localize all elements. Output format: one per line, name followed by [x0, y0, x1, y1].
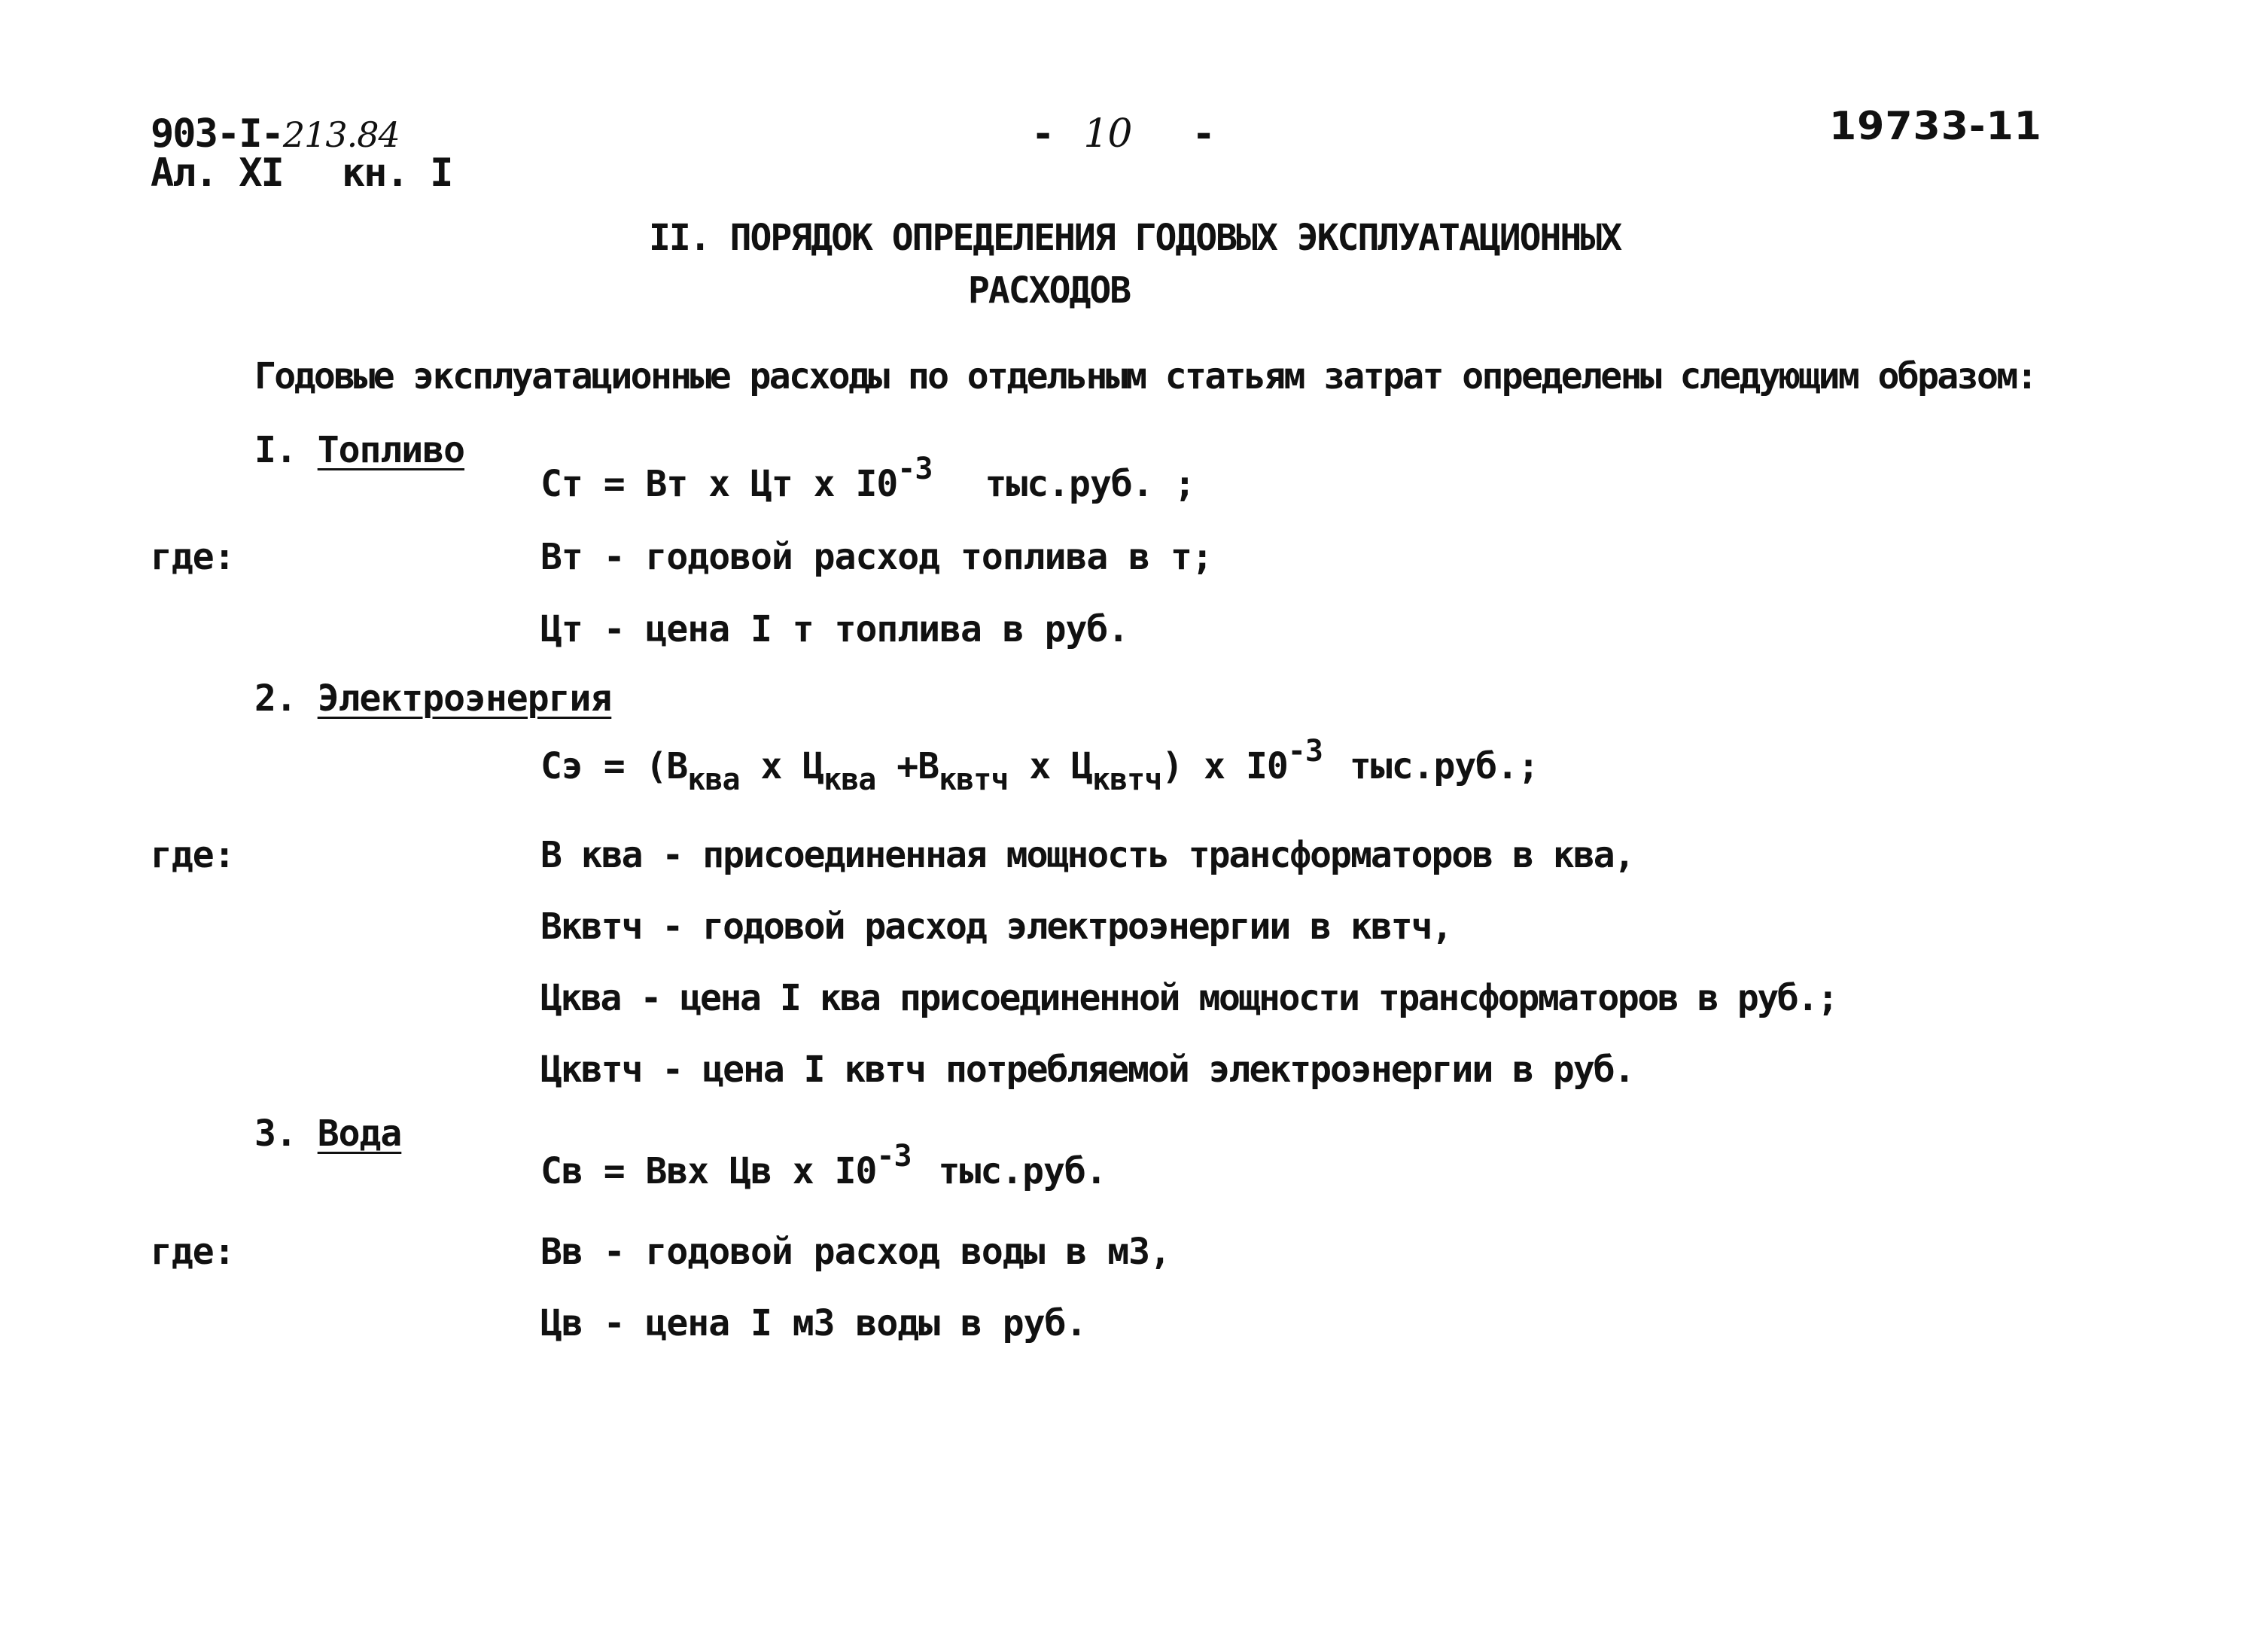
water-where: где:: [151, 1231, 235, 1273]
intro-paragraph: Годовые эксплуатационные расходы по отдельным статьям затрат определены следующим образом:: [254, 355, 2036, 397]
electricity-formula-close: ) x I0: [1161, 745, 1288, 787]
water-def-2: Цв - цена I м3 воды в руб.: [540, 1302, 1087, 1344]
electricity-def-1: В ква - присоединенная мощность трансформаторов в ква,: [540, 834, 1634, 876]
water-heading: [254, 1113, 401, 1155]
water-formula-exponent: -3: [876, 1139, 912, 1174]
electricity-formula-exponent: -3: [1287, 734, 1323, 769]
water-def-1: Вв - годовой расход воды в м3,: [540, 1231, 1171, 1273]
water-title: Вода: [317, 1113, 402, 1155]
electricity-formula-plus: +В: [875, 745, 939, 787]
fuel-where: где:: [151, 536, 235, 578]
electricity-formula-sub-kvtch-2: квтч: [1092, 762, 1162, 797]
fuel-formula-unit: тыс.руб. ;: [985, 463, 1195, 505]
water-formula: [540, 1139, 1107, 1192]
electricity-number: 2.: [254, 677, 297, 720]
fuel-formula: [540, 452, 1195, 505]
electricity-def-3: Цква - цена I ква присоединенной мощности трансформаторов в руб.;: [540, 977, 1837, 1019]
electricity-formula-unit: тыс.руб.;: [1349, 745, 1539, 787]
electricity-def-4: Цквтч - цена I квтч потребляемой электроэнергии в руб.: [540, 1049, 1634, 1091]
fuel-formula-main: Ст = Вт x Цт x I0: [540, 463, 898, 505]
inventory-number: 19733-11: [1829, 104, 2042, 149]
fuel-heading: [254, 429, 464, 471]
electricity-formula-lhs: Сэ = (В: [540, 745, 688, 787]
fuel-title: Топливо: [317, 429, 464, 471]
fuel-formula-exponent: -3: [897, 452, 933, 486]
fuel-def-2: Цт - цена I т топлива в руб.: [540, 608, 1129, 650]
electricity-formula-times-1: x Ц: [739, 745, 824, 787]
document-code-printed: 903-I-: [151, 111, 283, 157]
water-formula-unit: тыс.руб.: [938, 1150, 1107, 1192]
page-number-line: [1031, 111, 1214, 157]
electricity-where: где:: [151, 834, 235, 876]
section-title-line2: РАСХОДОВ: [968, 269, 1131, 312]
section-title-line1: II. ПОРЯДОК ОПРЕДЕЛЕНИЯ ГОДОВЫХ ЭКСПЛУАТАЦИОННЫХ: [649, 217, 1621, 259]
electricity-formula-times-2: x Ц: [1008, 745, 1093, 787]
electricity-formula-sub-kvtch-1: квтч: [939, 762, 1009, 797]
fuel-number: I.: [254, 429, 297, 471]
book-label: кн. I: [341, 151, 452, 196]
page-number: 10: [1083, 111, 1132, 157]
document-code: [151, 111, 400, 157]
page-dash-right: -: [1192, 111, 1214, 157]
electricity-formula-sub-kva-1: ква: [687, 762, 740, 797]
page-dash-left: -: [1031, 111, 1054, 157]
water-formula-main: Св = Ввх Цв x I0: [540, 1150, 877, 1192]
water-number: 3.: [254, 1113, 297, 1155]
electricity-def-2: Вквтч - годовой расход электроэнергии в квтч,: [540, 906, 1452, 948]
electricity-formula-sub-kva-2: ква: [823, 762, 876, 797]
album-label: Ал. XI: [151, 151, 283, 196]
album-book-line: [151, 151, 452, 196]
fuel-def-1: Вт - годовой расход топлива в т;: [540, 536, 1213, 578]
electricity-formula: [540, 734, 1539, 797]
electricity-title: Электроэнергия: [317, 677, 612, 720]
document-code-handwritten: 213.84: [282, 114, 400, 155]
electricity-heading: [254, 677, 611, 720]
